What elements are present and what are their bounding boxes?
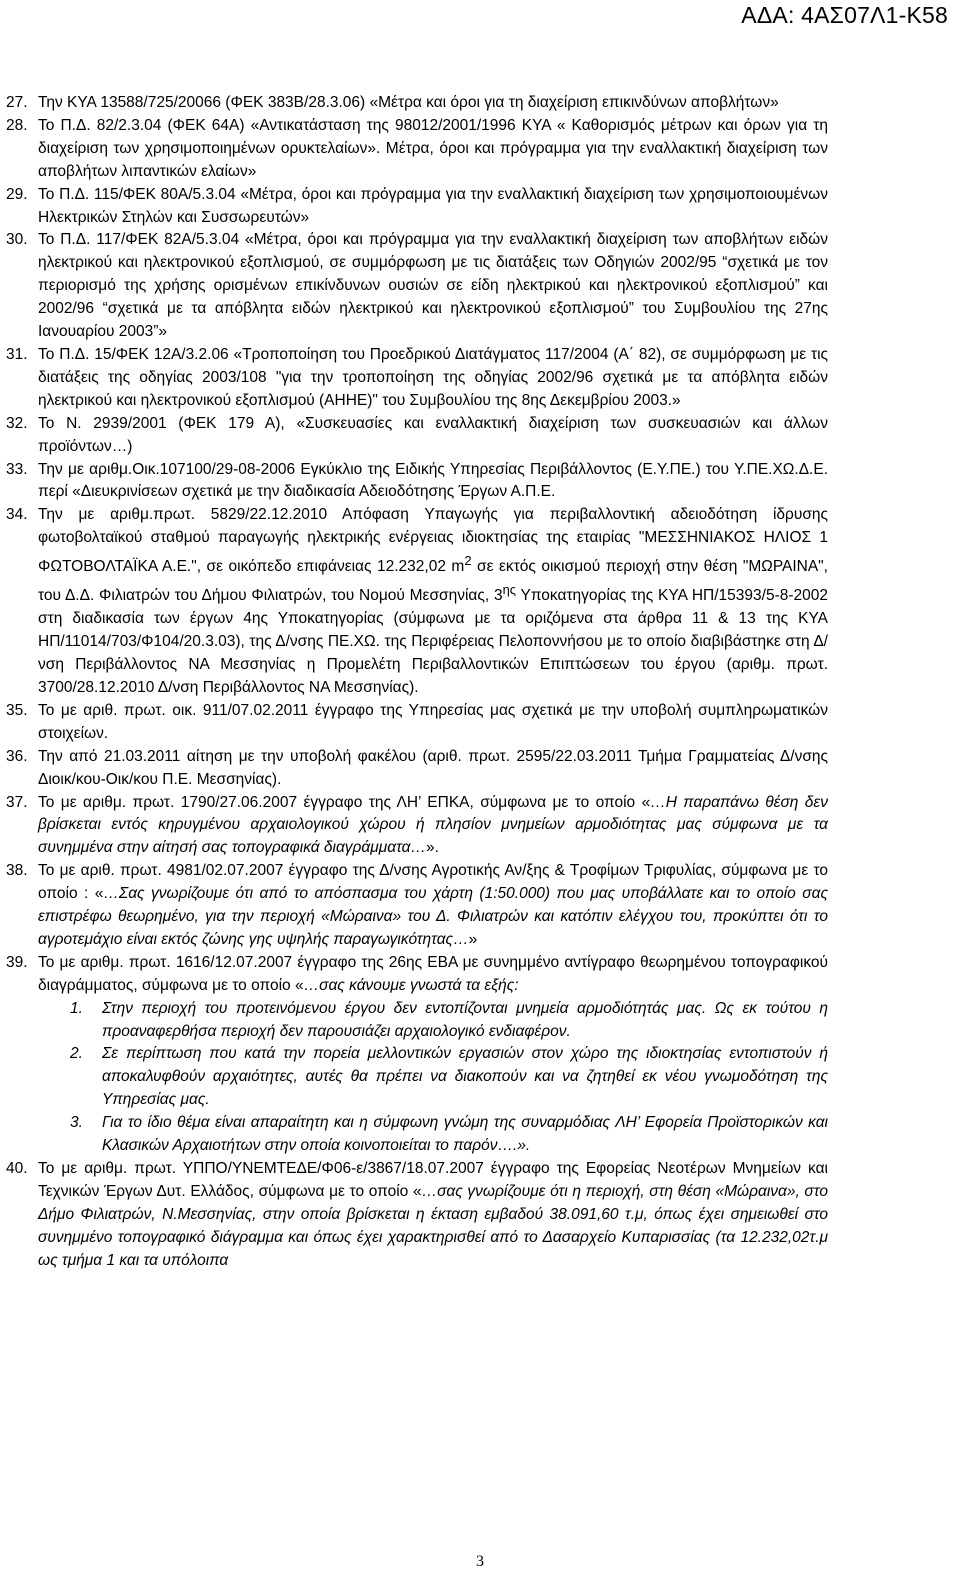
quoted-text: …Σας γνωρίζουμε ότι από το απόσπασμα του χάρτη (1:50.000) που μας υποβάλλατε και το οποίο σας επιστρέφω θεωρημένο, για την περιοχή «Μώραινα» του Δ. Φιλιατρών και κατόπιν ελέγχου του, προκύπτει ότι το αγροτεμάχιο είναι εκτός ζώνης γης υψηλής παραγωγικότητας…: [38, 885, 828, 948]
list-item: [6, 700, 828, 746]
item-number: 35.: [6, 701, 28, 719]
ada-code: ΑΔΑ: 4ΑΣ07Λ1-Κ58: [741, 2, 948, 28]
item-text: Το Ν. 2939/2001 (ΦΕΚ 179 Α), «Συσκευασίες και εναλλακτική διαχείριση των συσκευασιών και άλλων προϊόντων…): [38, 414, 828, 455]
item-text: Το Π.Δ. 115/ΦΕΚ 80Α/5.3.04 «Μέτρα, όροι και πρόγραμμα για την εναλλακτική διαχείριση των χρησιμοποιουμένων Ηλεκτρικών Στηλών και Συσσωρευτών»: [38, 185, 828, 226]
item-text: [38, 860, 828, 952]
sub-item-text: Στην περιοχή του προτεινόμενου έργου δεν εντοπίζονται μνημεία αρμοδιότητάς μας. Ως εκ τούτου η προαναφερθήσα περιοχή δεν παρουσιάζει αρχαιολογικό ενδιαφέρον.: [102, 999, 828, 1040]
item-text-part: Υποκατηγορίας της ΚΥΑ ΗΠ/15393/5-8-2002 στη διαδικασία των έργων 4ης Υποκατηγορίας (σύμφωνα με τα οριζόμενα στα άρθρα 11 & 13 της ΚΥΑ ΗΠ/11014/703/Φ104/20.3.03), της Δ/νσης ΠΕ.ΧΩ. της Περιφέρειας Πελοποννήσου με το οποίο διαβιβάστηκε στη Δ/νση Περιβάλλοντος ΝΑ Μεσσηνίας η Προμελέτη Περιβαλλοντικών Επιπτώσεων του έργου (αριθμ. πρωτ. 3700/28.12.2010 Δ/νση Περιβάλλοντος ΝΑ Μεσσηνίας).: [38, 587, 829, 696]
item-text: [38, 1158, 828, 1273]
item-number: 33.: [6, 460, 28, 478]
item-text-part: σε εκτός οικισμού περιοχή στην θέση "ΜΩΡΑΙΝΑ", του Δ.Δ. Φιλιατρών του Δήμου Φιλιατρών, του Νομού Μεσσηνίας, 3: [38, 558, 828, 605]
list-item: [6, 1158, 828, 1273]
item-text: Το Π.Δ. 117/ΦΕΚ 82Α/5.3.04 «Μέτρα, όροι και πρόγραμμα για την εναλλακτική διαχείριση των αποβλήτων ειδών ηλεκτρικού και ηλεκτρονικού εξοπλισμού, σε συμμόρφωση με τις διατάξεις των Οδηγιών 2002/95 “σχετικά με τον περιορισμό της χρήσης ορισμένων επικίνδυνων ουσιών σε είδη ηλεκτρικού και ηλεκτρονικού εξοπλισμού” και 2002/96 “σχετικά με τα απόβλητα ειδών ηλεκτρικού και ηλεκτρονικού εξοπλισμού” του Συμβουλίου της 27ης Ιανουαρίου 2003”»: [38, 231, 828, 341]
item-number: 40.: [6, 1160, 28, 1177]
item-text-part: Την με αριθμ.πρωτ. 5829/22.12.2010 Απόφαση Υπαγωγής για περιβαλλοντική αδειοδότηση ίδρυσης φωτοβολταϊκού σταθμού παραγωγής ηλεκτρικής ενέργειας ιδιοκτησίας της εταιρίας "ΜΕΣΣΗΝΙΑΚΟΣ ΗΛΙΟΣ 1 ΦΩΤΟΒΟΛΤΑΪΚΑ Α.Ε.", σε οικόπεδο επιφάνειας 12.232,02 m: [38, 506, 828, 576]
item-text-part: Το με αριθ. πρωτ. 4981/02.07.2007 έγγραφο της Δ/νσης Αγροτικής Αν/ξης & Τροφίμων Τριφυλίας, σύμφωνα με το οποίο : «: [38, 862, 828, 903]
item-number: 27.: [6, 94, 28, 111]
item-number: 30.: [6, 231, 28, 249]
sub-item-text: Σε περίπτωση που κατά την πορεία μελλοντικών εργασιών στον χώρο της ιδιοκτησίας εντοπιστούν ή αποκαλυφθούν αρχαιότητες, αυτές θα πρέπει να διακοπούν και να ζητηθεί εκ νέου γνωμοδότηση της Υπηρεσίας μας.: [102, 1045, 828, 1109]
item-text: [38, 504, 828, 700]
sub-item-text: Για το ίδιο θέμα είναι απαραίτητη και η σύμφωνη γνώμη της συναρμόδιας ΛΗ’ Εφορεία Προϊστορικών και Κλασικών Αρχαιοτήτων στην οποία κοινοποιείται το παρόν….».: [102, 1114, 828, 1155]
item-text-part: »: [468, 930, 478, 948]
list-item: [6, 115, 828, 184]
sub-list-item: [70, 1112, 828, 1158]
item-number: 38.: [6, 862, 28, 880]
item-number: 37.: [6, 793, 28, 811]
list-item: [6, 413, 828, 459]
sub-item-number: 1.: [70, 999, 83, 1017]
sub-list-item: [70, 998, 828, 1044]
list-item: [6, 92, 828, 115]
item-text: Την από 21.03.2011 αίτηση με την υποβολή φακέλου (αριθ. πρωτ. 2595/22.03.2011 Τμήμα Γραμματείας Δ/νσης Διοικ/κου-Οικ/κου Π.Ε. Μεσσηνίας).: [38, 747, 828, 788]
item-text: Το Π.Δ. 82/2.3.04 (ΦΕΚ 64Α) «Αντικατάσταση της 98012/2001/1996 ΚΥΑ « Καθορισμός μέτρων και όρων για τη διαχείριση των χρησιμοποιημένων ορυκτελαίων». Μέτρα, όροι και πρόγραμμα για την εναλλακτική διαχείριση των αποβλήτων λιπαντικών ελαίων»: [38, 116, 828, 180]
list-item: [6, 344, 828, 413]
quoted-text: …σας κάνουμε γνωστά τα εξής:: [303, 976, 519, 994]
list-item: [6, 952, 828, 998]
item-text-part: Το με αριθμ. πρωτ. 1616/12.07.2007 έγγραφο της 26ης ΕΒΑ με συνημμένο αντίγραφο θεωρημένου τοπογραφικού διαγράμματος, σύμφωνα με το οποίο «: [38, 953, 828, 994]
quoted-text: …Η παραπάνω θέση δεν βρίσκεται εντός κηρυγμένου αρχαιολογικού χώρου ή πλησίον μνημείων αρμοδιότητας μας σύμφωνα με τα συνημμένα στην αίτησή σας τοπογραφικά διαγράμματα…: [38, 793, 828, 857]
quoted-text: …σας γνωρίζουμε ότι η περιοχή, στη θέση «Μώραινα», στο Δήμο Φιλιατρών, Ν.Μεσσηνίας, στην οποία βρίσκεται η έκταση εμβαδού 38.091,60 τ.μ, όπως έχει σημειωθεί στο συνημμένο τοπογραφικό διάγραμμα και όπως έχει χαρακτηρισθεί από το Δασαρχείο Κυπαρισσίας (τα 12.232,02τ.μ ως τμήμα 1 και τα υπόλοιπα: [38, 1182, 828, 1269]
superscript: 2: [464, 553, 472, 569]
sub-item-number: 3.: [70, 1114, 83, 1132]
list-item: [6, 746, 828, 792]
item-text: Την ΚΥΑ 13588/725/20066 (ΦΕΚ 383Β/28.3.06) «Μέτρα και όροι για τη διαχείριση επικινδύνων αποβλήτων»: [38, 94, 779, 111]
superscript: ης: [502, 582, 516, 598]
item-text: [38, 952, 828, 998]
item-number: 39.: [6, 953, 28, 971]
item-text: Το με αριθ. πρωτ. οικ. 911/07.02.2011 έγγραφο της Υπηρεσίας μας σχετικά με την υποβολή συμπληρωματικών στοιχείων.: [38, 701, 828, 742]
item-number: 34.: [6, 506, 28, 524]
item-text: Το Π.Δ. 15/ΦΕΚ 12Α/3.2.06 «Τροποποίηση του Προεδρικού Διατάγματος 117/2004 (Α΄ 82), σε συμμόρφωση με τις διατάξεις της οδηγίας 2003/108 "για την τροποποίηση της οδηγίας 2002/96 σχετικά με τα απόβλητα ειδών ηλεκτρικού και ηλεκτρονικού εξοπλισμού (ΑΗΗΕ)" του Συμβουλίου της 8ης Δεκεμβρίου 2003.»: [38, 345, 828, 409]
item-text-part: ».: [426, 839, 439, 857]
item-number: 32.: [6, 414, 28, 432]
sub-list-item: [70, 1043, 828, 1112]
list-item: [6, 504, 828, 700]
item-text-part: Το με αριθμ. πρωτ. 1790/27.06.2007 έγγραφο της ΛΗ’ ΕΠΚΑ, σύμφωνα με το οποίο «: [38, 793, 651, 811]
item-text: [38, 792, 828, 861]
item-number: 31.: [6, 345, 28, 363]
list-item: [6, 860, 828, 952]
item-number: 28.: [6, 116, 28, 134]
item-text: Την με αριθμ.Οικ.107100/29-08-2006 Εγκύκλιο της Ειδικής Υπηρεσίας Περιβάλλοντος (Ε.Υ.ΠΕ.) του Υ.ΠΕ.ΧΩ.Δ.Ε. περί «Διευκρινίσεων σχετικά με την διαδικασία Αδειοδότησης Έργων Α.Π.Ε.: [38, 460, 828, 501]
document-body: [6, 92, 828, 1273]
list-item: [6, 792, 828, 861]
page-number: 3: [476, 1553, 484, 1570]
list-item: [6, 459, 828, 505]
sub-item-number: 2.: [70, 1045, 83, 1063]
list-item: [6, 229, 828, 344]
item-number: 36.: [6, 747, 28, 765]
item-text-part: Το με αριθμ. πρωτ. ΥΠΠΟ/ΥΝΕΜΤΕΔΕ/Φ06-ε/3867/18.07.2007 έγγραφο της Εφορείας Νεοτέρων Μνημείων και Τεχνικών Έργων Δυτ. Ελλάδος, σύμφωνα με το οποίο «: [38, 1160, 828, 1200]
list-item: [6, 184, 828, 230]
item-number: 29.: [6, 185, 28, 203]
